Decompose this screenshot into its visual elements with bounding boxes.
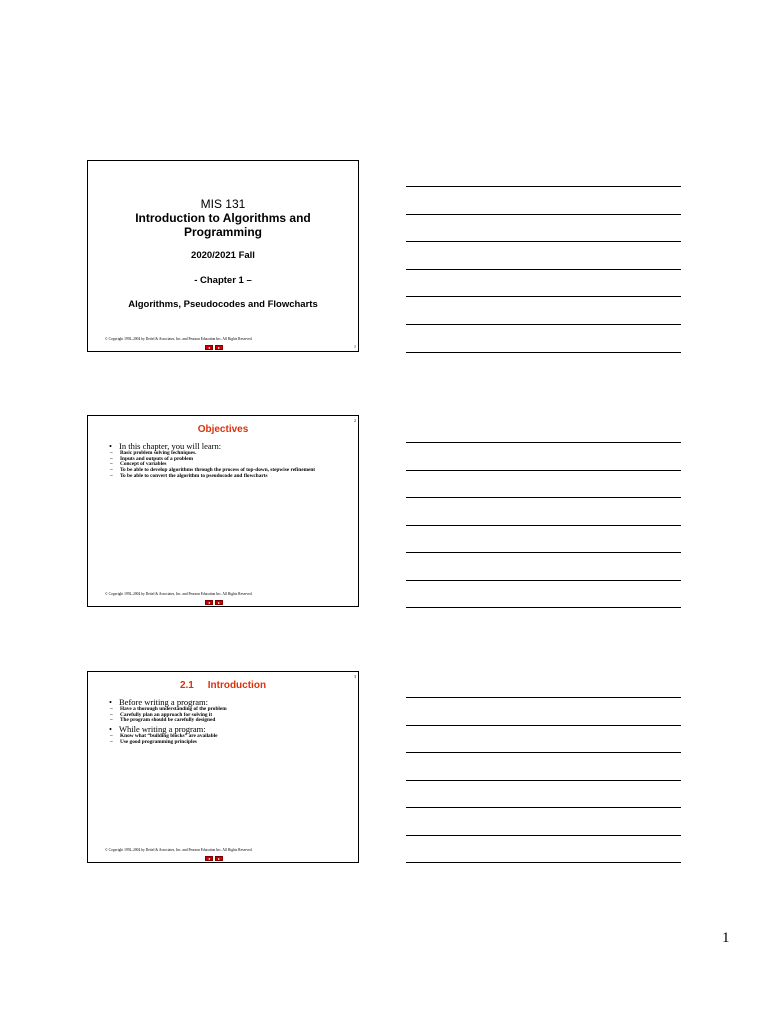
slide-nav-buttons [205,345,223,350]
slide-title [88,211,358,239]
next-slide-icon [215,856,223,861]
note-line [406,214,681,215]
slide-1 [87,160,359,352]
bullet-item: • While writing a program: [109,724,352,734]
bullet-item: • Before writing a program: [109,697,352,707]
slide-number: 2 [354,418,356,423]
page-number: 1 [722,930,730,946]
bullet-list [109,697,352,746]
note-line [406,241,681,242]
copyright-text: © Copyright 1992–2004 by Deitel & Associates, Inc. and Pearson Education Inc. All Rights Reserved. [105,592,253,596]
title-line-1: Introduction to Algorithms and [135,211,311,225]
note-line [406,862,681,863]
note-line [406,324,681,325]
title-line-2: Programming [183,225,262,239]
sub-bullet-item: – Concept of variables [108,462,352,468]
copyright-text: © Copyright 1992–2004 by Deitel & Associates, Inc. and Pearson Education Inc. All Rights Reserved. [105,848,253,852]
note-line [406,552,681,553]
bullet-item: • In this chapter, you will learn: [109,441,352,451]
sub-bullet-item: – Know what “building blocks” are available [108,734,352,740]
slide-nav-buttons [205,856,223,861]
sub-bullet-item: – Use good programming principles [108,740,352,746]
chapter-subtitle: Algorithms, Pseudocodes and Flowcharts [128,299,318,310]
copyright-text: © Copyright 1992–2004 by Deitel & Associates, Inc. and Pearson Education Inc. All Rights Reserved. [105,337,253,341]
note-line [406,470,681,471]
note-line [406,580,681,581]
note-line [406,269,681,270]
note-line [406,697,681,698]
prev-slide-icon [205,345,213,350]
note-line [406,442,681,443]
note-line [406,835,681,836]
note-line [406,296,681,297]
note-line [406,525,681,526]
chapter-label: - Chapter 1 – [194,275,252,286]
slide-number: 3 [354,674,356,679]
slide-3 [87,671,359,863]
slide-nav-buttons [205,600,223,605]
sub-bullet-item: – To be able to convert the algorithm to pseudocode and flowcharts [108,474,352,480]
note-line [406,807,681,808]
note-line [406,752,681,753]
slide-2 [87,415,359,607]
note-line [406,725,681,726]
sub-bullet-item: – Have a thorough understanding of the problem [108,707,352,713]
prev-slide-icon [205,856,213,861]
sub-bullet-item: – The program should be carefully designed [108,718,352,724]
note-line [406,607,681,608]
slide-title: 2.1 Introduction [179,680,267,691]
next-slide-icon [215,600,223,605]
note-line [406,186,681,187]
course-code: MIS 131 [200,197,246,211]
note-line [406,352,681,353]
note-line [406,497,681,498]
prev-slide-icon [205,600,213,605]
sub-bullet-item: – Inputs and outputs of a problem [108,457,352,463]
bullet-list [109,441,352,480]
term: 2020/2021 Fall [191,250,255,261]
slide-number: 1 [354,344,356,349]
sub-bullet-item: – Basic problem solving techniques. [108,451,352,457]
sub-bullet-item: – Carefully plan an approach for solving it [108,713,352,719]
slide-title: Objectives [197,424,249,435]
next-slide-icon [215,345,223,350]
note-line [406,780,681,781]
sub-bullet-item: – To be able to develop algorithms through the process of top-down, stepwise refinement [108,468,352,474]
